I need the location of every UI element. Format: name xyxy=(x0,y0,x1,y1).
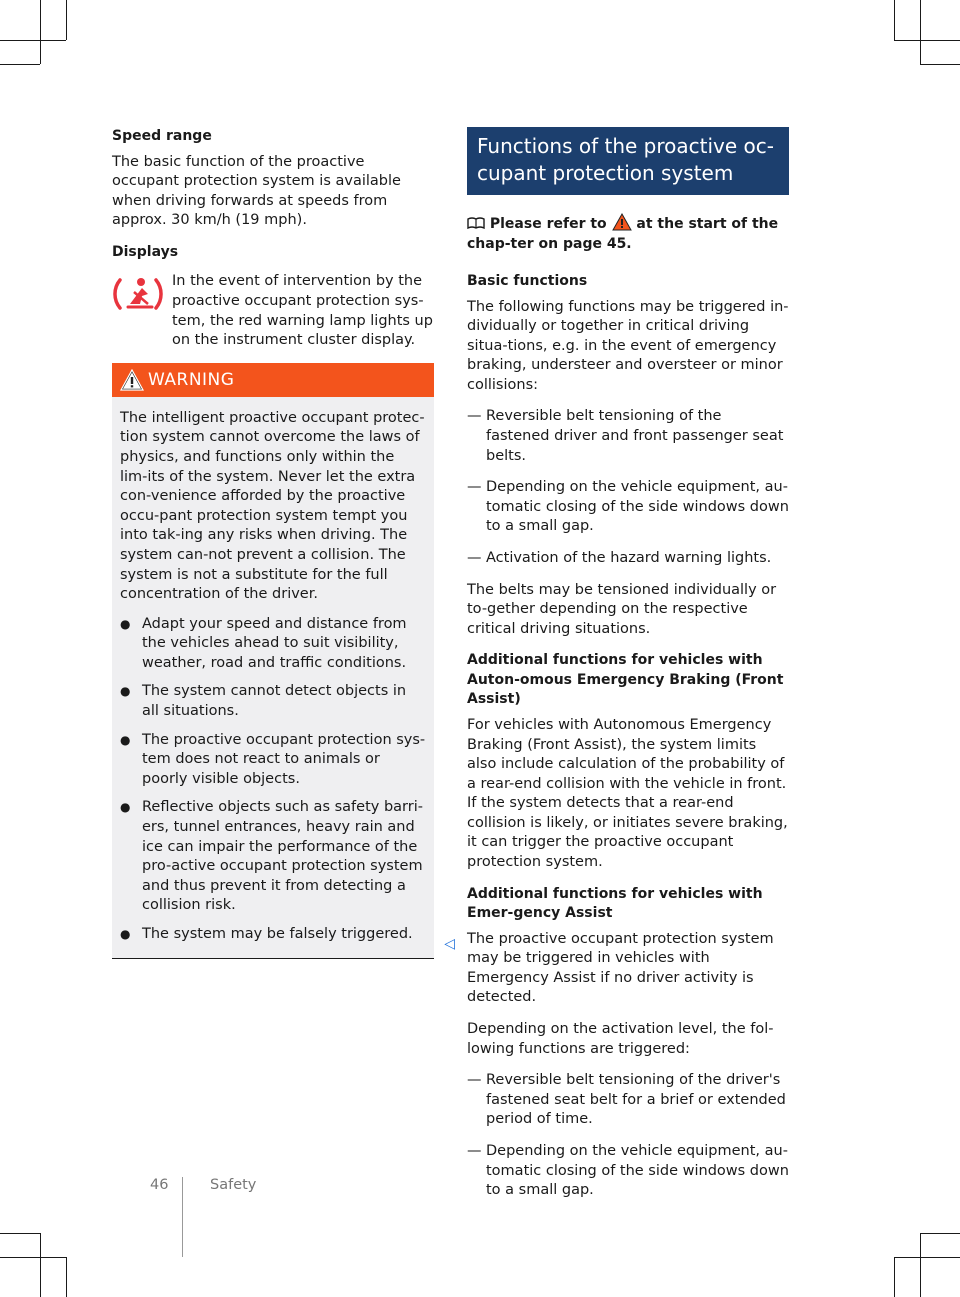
display-text: In the event of intervention by the proactive occupant protection sys-tem, the red warning lamp lights up on the instrument cluster display. xyxy=(172,273,433,349)
footer-divider xyxy=(182,1177,183,1257)
warning-body xyxy=(112,397,434,958)
page-number: 46 xyxy=(150,1177,169,1193)
list-item-text: Activation of the hazard warning lights. xyxy=(486,550,772,567)
book-icon xyxy=(467,217,485,229)
crop-mark xyxy=(0,1233,40,1234)
warning-intro: The intelligent proactive occupant protec-tion system cannot overcome the laws of physics, and functions only within the lim-its of the system. Never let the extra con-venience afforded by the proactive occu-pant protection system tempt you into tak-ing any risks when driving. The system can-not prevent a collision. The system is not a substitute for the full concentration of the driver. xyxy=(120,409,425,603)
crop-mark xyxy=(0,40,66,41)
reference-prefix: Please refer to xyxy=(489,216,607,232)
crop-mark xyxy=(66,1257,67,1297)
crop-mark xyxy=(920,1233,960,1234)
reference-suffix: at the start of the chap-ter on page 45. xyxy=(467,216,779,252)
bullet-icon: ● xyxy=(120,616,131,631)
list-item xyxy=(467,549,789,569)
warning-title: WARNING xyxy=(148,369,235,390)
crop-mark xyxy=(40,0,41,64)
dash-marker: — xyxy=(467,1143,482,1159)
crop-mark xyxy=(0,64,40,65)
emergency-assist-text-2: Depending on the activation level, the fol-lowing functions are triggered: xyxy=(467,1021,774,1057)
left-column xyxy=(112,127,455,959)
speed-range-text: The basic function of the proactive occupant protection system is available when driving forwards at speeds from approx. 30 km/h (19 mph). xyxy=(112,153,401,229)
bullet-text: Reflective objects such as safety barri-ers, tunnel entrances, heavy rain and ice can impair the performance of the pro-active occupant protection system and thus prevent it from detecting a collision risk. xyxy=(142,799,423,914)
basic-functions-heading: Basic functions xyxy=(467,273,588,289)
emergency-assist-heading: Additional functions for vehicles with Emer-gency Assist xyxy=(467,885,763,922)
warning-bullet xyxy=(120,615,426,674)
list-item xyxy=(467,407,789,466)
list-item xyxy=(467,1071,789,1130)
dash-marker: — xyxy=(467,479,482,496)
bullet-text: The system cannot detect objects in all situations. xyxy=(142,683,407,720)
crop-mark xyxy=(920,64,960,65)
reference-note xyxy=(467,213,789,254)
belts-text: The belts may be tensioned individually or to-gether depending on the respective critical driving situations. xyxy=(467,581,777,637)
bullet-text: Adapt your speed and distance from the vehicles ahead to suit visibility, weather, road and traffic conditions. xyxy=(142,615,407,671)
bullet-text: The proactive occupant protection sys-tem does not react to animals or poorly visible objects. xyxy=(142,731,426,787)
dash-marker: — xyxy=(467,550,482,567)
warning-bullet xyxy=(120,798,426,916)
emergency-assist-text: The proactive occupant protection system may be triggered in vehicles with Emergency Assist if no driver activity is detected. xyxy=(467,930,774,1006)
crop-mark xyxy=(894,40,960,41)
crop-mark xyxy=(920,0,921,64)
display-row xyxy=(112,272,434,350)
warning-triangle-icon xyxy=(612,213,632,231)
crop-mark xyxy=(66,0,67,40)
list-item xyxy=(467,1142,789,1201)
crop-mark xyxy=(894,1257,895,1297)
bullet-icon: ● xyxy=(120,800,131,815)
bullet-icon: ● xyxy=(120,684,131,699)
bullet-text: The system may be falsely triggered. xyxy=(142,926,413,942)
list-item-text: Reversible belt tensioning of the driver's fastened seat belt for a brief or extended period of time. xyxy=(486,1072,786,1128)
list-item xyxy=(467,478,789,537)
dash-marker: — xyxy=(467,1072,482,1089)
bullet-icon: ● xyxy=(120,732,131,747)
warning-bullet xyxy=(120,682,426,721)
speed-range-heading: Speed range xyxy=(112,128,212,144)
warning-bullet xyxy=(120,731,426,790)
warning-box xyxy=(112,363,455,959)
bullet-icon: ● xyxy=(120,927,131,941)
seatbelt-warning-lamp-icon xyxy=(112,274,164,314)
dash-marker: — xyxy=(467,408,482,425)
warning-bullet xyxy=(120,925,426,945)
section-title: Functions of the proactive oc-cupant protection system xyxy=(467,127,789,195)
front-assist-text: For vehicles with Autonomous Emergency Braking (Front Assist), the system limits also include calculation of the probability of a rear-end collision with the vehicle in front. If the system detects that a rear-end collision is likely, or initiates severe braking, it can trigger the proactive occupant protection system. xyxy=(467,716,788,871)
crop-mark xyxy=(894,1257,960,1258)
crop-mark xyxy=(40,1233,41,1297)
crop-mark xyxy=(894,0,895,40)
chapter-name: Safety xyxy=(210,1177,257,1193)
crop-mark xyxy=(0,1257,66,1258)
front-assist-heading: Additional functions for vehicles with Auton-omous Emergency Braking (Front Assist) xyxy=(467,652,784,708)
section-end-triangle-icon: ◁ xyxy=(444,935,455,952)
warning-header xyxy=(112,363,434,397)
crop-mark xyxy=(920,1233,921,1297)
right-column xyxy=(467,127,789,1213)
basic-functions-text: The following functions may be triggered in-dividually or together in critical driving situa-tions, e.g. in the event of emergency braking, understeer and oversteer or minor collisions: xyxy=(467,298,789,393)
displays-heading: Displays xyxy=(112,243,179,260)
warning-triangle-icon xyxy=(120,369,144,391)
list-item-text: Depending on the vehicle equipment, au-tomatic closing of the side windows down to a small gap. xyxy=(486,479,789,535)
list-item-text: Reversible belt tensioning of the fastened driver and front passenger seat belts. xyxy=(486,408,784,464)
list-item-text: Depending on the vehicle equipment, au-tomatic closing of the side windows down to a small gap. xyxy=(486,1143,789,1199)
